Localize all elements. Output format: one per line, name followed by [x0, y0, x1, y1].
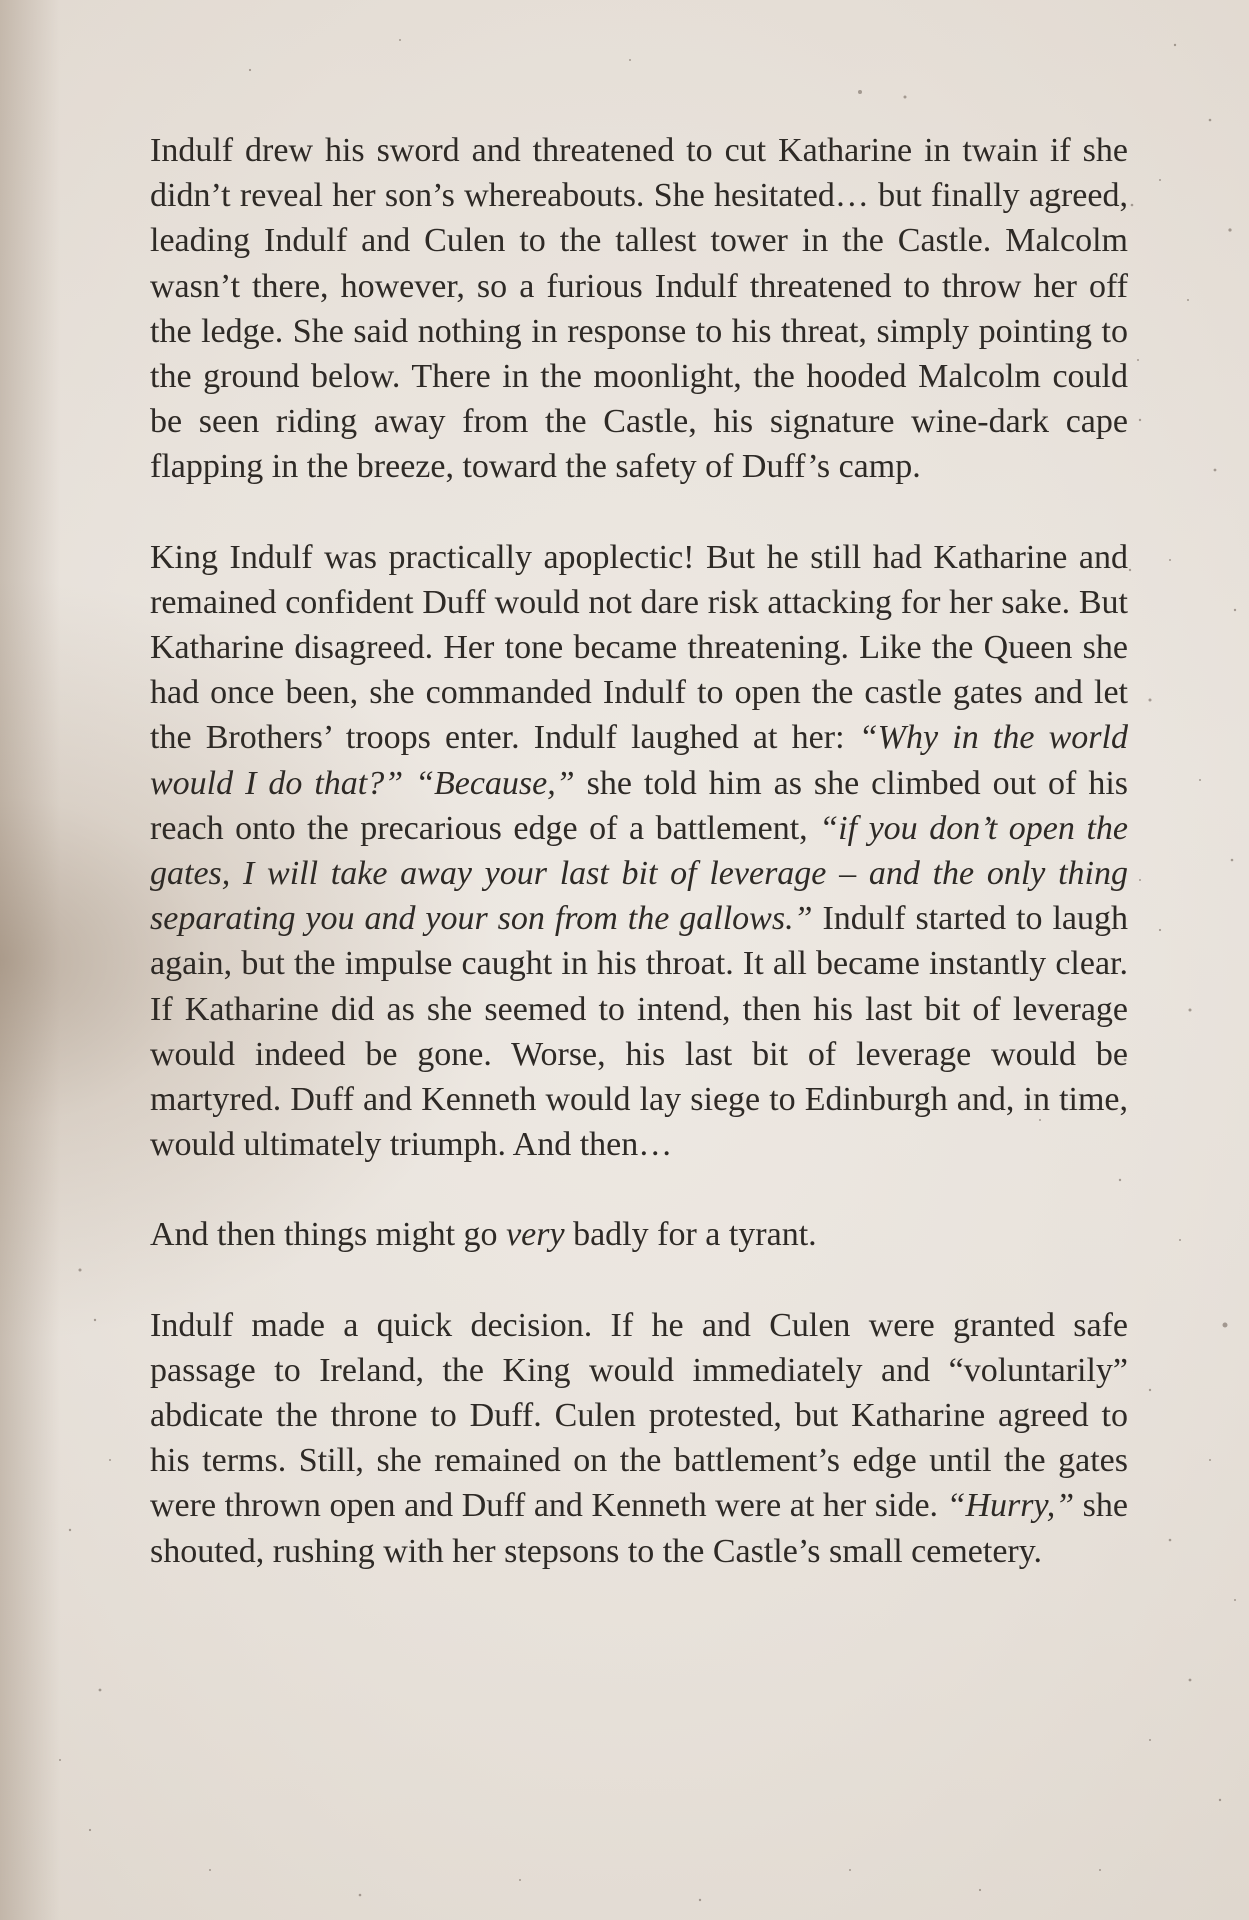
- paragraph-3: [150, 1212, 1128, 1257]
- paragraph-3-emphasis: very: [506, 1216, 565, 1254]
- paragraph-2-quote-1: “Why in the world would I do that?” “Because,”: [150, 719, 1128, 802]
- paragraph-2-quote-2: “if you don’t open the gates, I will take away your last bit of leverage – and the only thing separating you and your son from the gallows.”: [150, 809, 1128, 938]
- paragraph-4-quote: “Hurry,”: [946, 1487, 1075, 1525]
- paragraph-2-text-a: King Indulf was practically apoplectic! But he still had Katharine and remained confident Duff would not dare risk attacking for her sake. But Katharine disagreed. Her tone became threatening. Like the Queen she had once been, she commanded Indulf to open the castle gates and let the Brothers’ troops enter. Indulf laughed at her:: [150, 538, 1128, 757]
- paragraph-4-text-c: she shouted, rushing with her stepsons to the Castle’s small cemetery.: [150, 1487, 1128, 1570]
- paragraph-2-text-e: Indulf started to laugh again, but the impulse caught in his throat. It all became instantly clear. If Katharine did as she seemed to intend, then his last bit of leverage would indeed be gone. Worse, his last bit of leverage would be martyred. Duff and Kenneth would lay siege to Edinburgh and, in time, would ultimately triumph. And then…: [150, 900, 1128, 1164]
- paragraph-1: [150, 128, 1128, 490]
- paragraph-3-text-a: And then things might go: [150, 1216, 507, 1254]
- paragraph-2: [150, 535, 1128, 1168]
- paragraph-4: [150, 1303, 1128, 1574]
- paragraph-3-text-c: badly for a tyrant.: [564, 1216, 817, 1254]
- body-text: [150, 128, 1128, 1574]
- paragraph-1-text: Indulf drew his sword and threatened to cut Katharine in twain if she didn’t reveal her son’s whereabouts. She hesitated… but finally agreed, leading Indulf and Culen to the tallest tower in the Castle. Malcolm wasn’t there, however, so a furious Indulf threatened to throw her off the ledge. She said nothing in response to his threat, simply pointing to the ground below. There in the moonlight, the hooded Malcolm could be seen riding away from the Castle, his signature wine-dark cape flapping in the breeze, toward the safety of Duff’s camp.: [150, 132, 1128, 486]
- paragraph-4-text-a: Indulf made a quick decision. If he and Culen were granted safe passage to Ireland, the King would immediately and “voluntarily” abdicate the throne to Duff. Culen protested, but Katharine agreed to his terms. Still, she remained on the battlement’s edge until the gates were thrown open and Duff and Kenneth were at her side.: [150, 1306, 1128, 1525]
- paragraph-2-text-c: she told him as she climbed out of his reach onto the precarious edge of a battlement,: [150, 764, 1129, 847]
